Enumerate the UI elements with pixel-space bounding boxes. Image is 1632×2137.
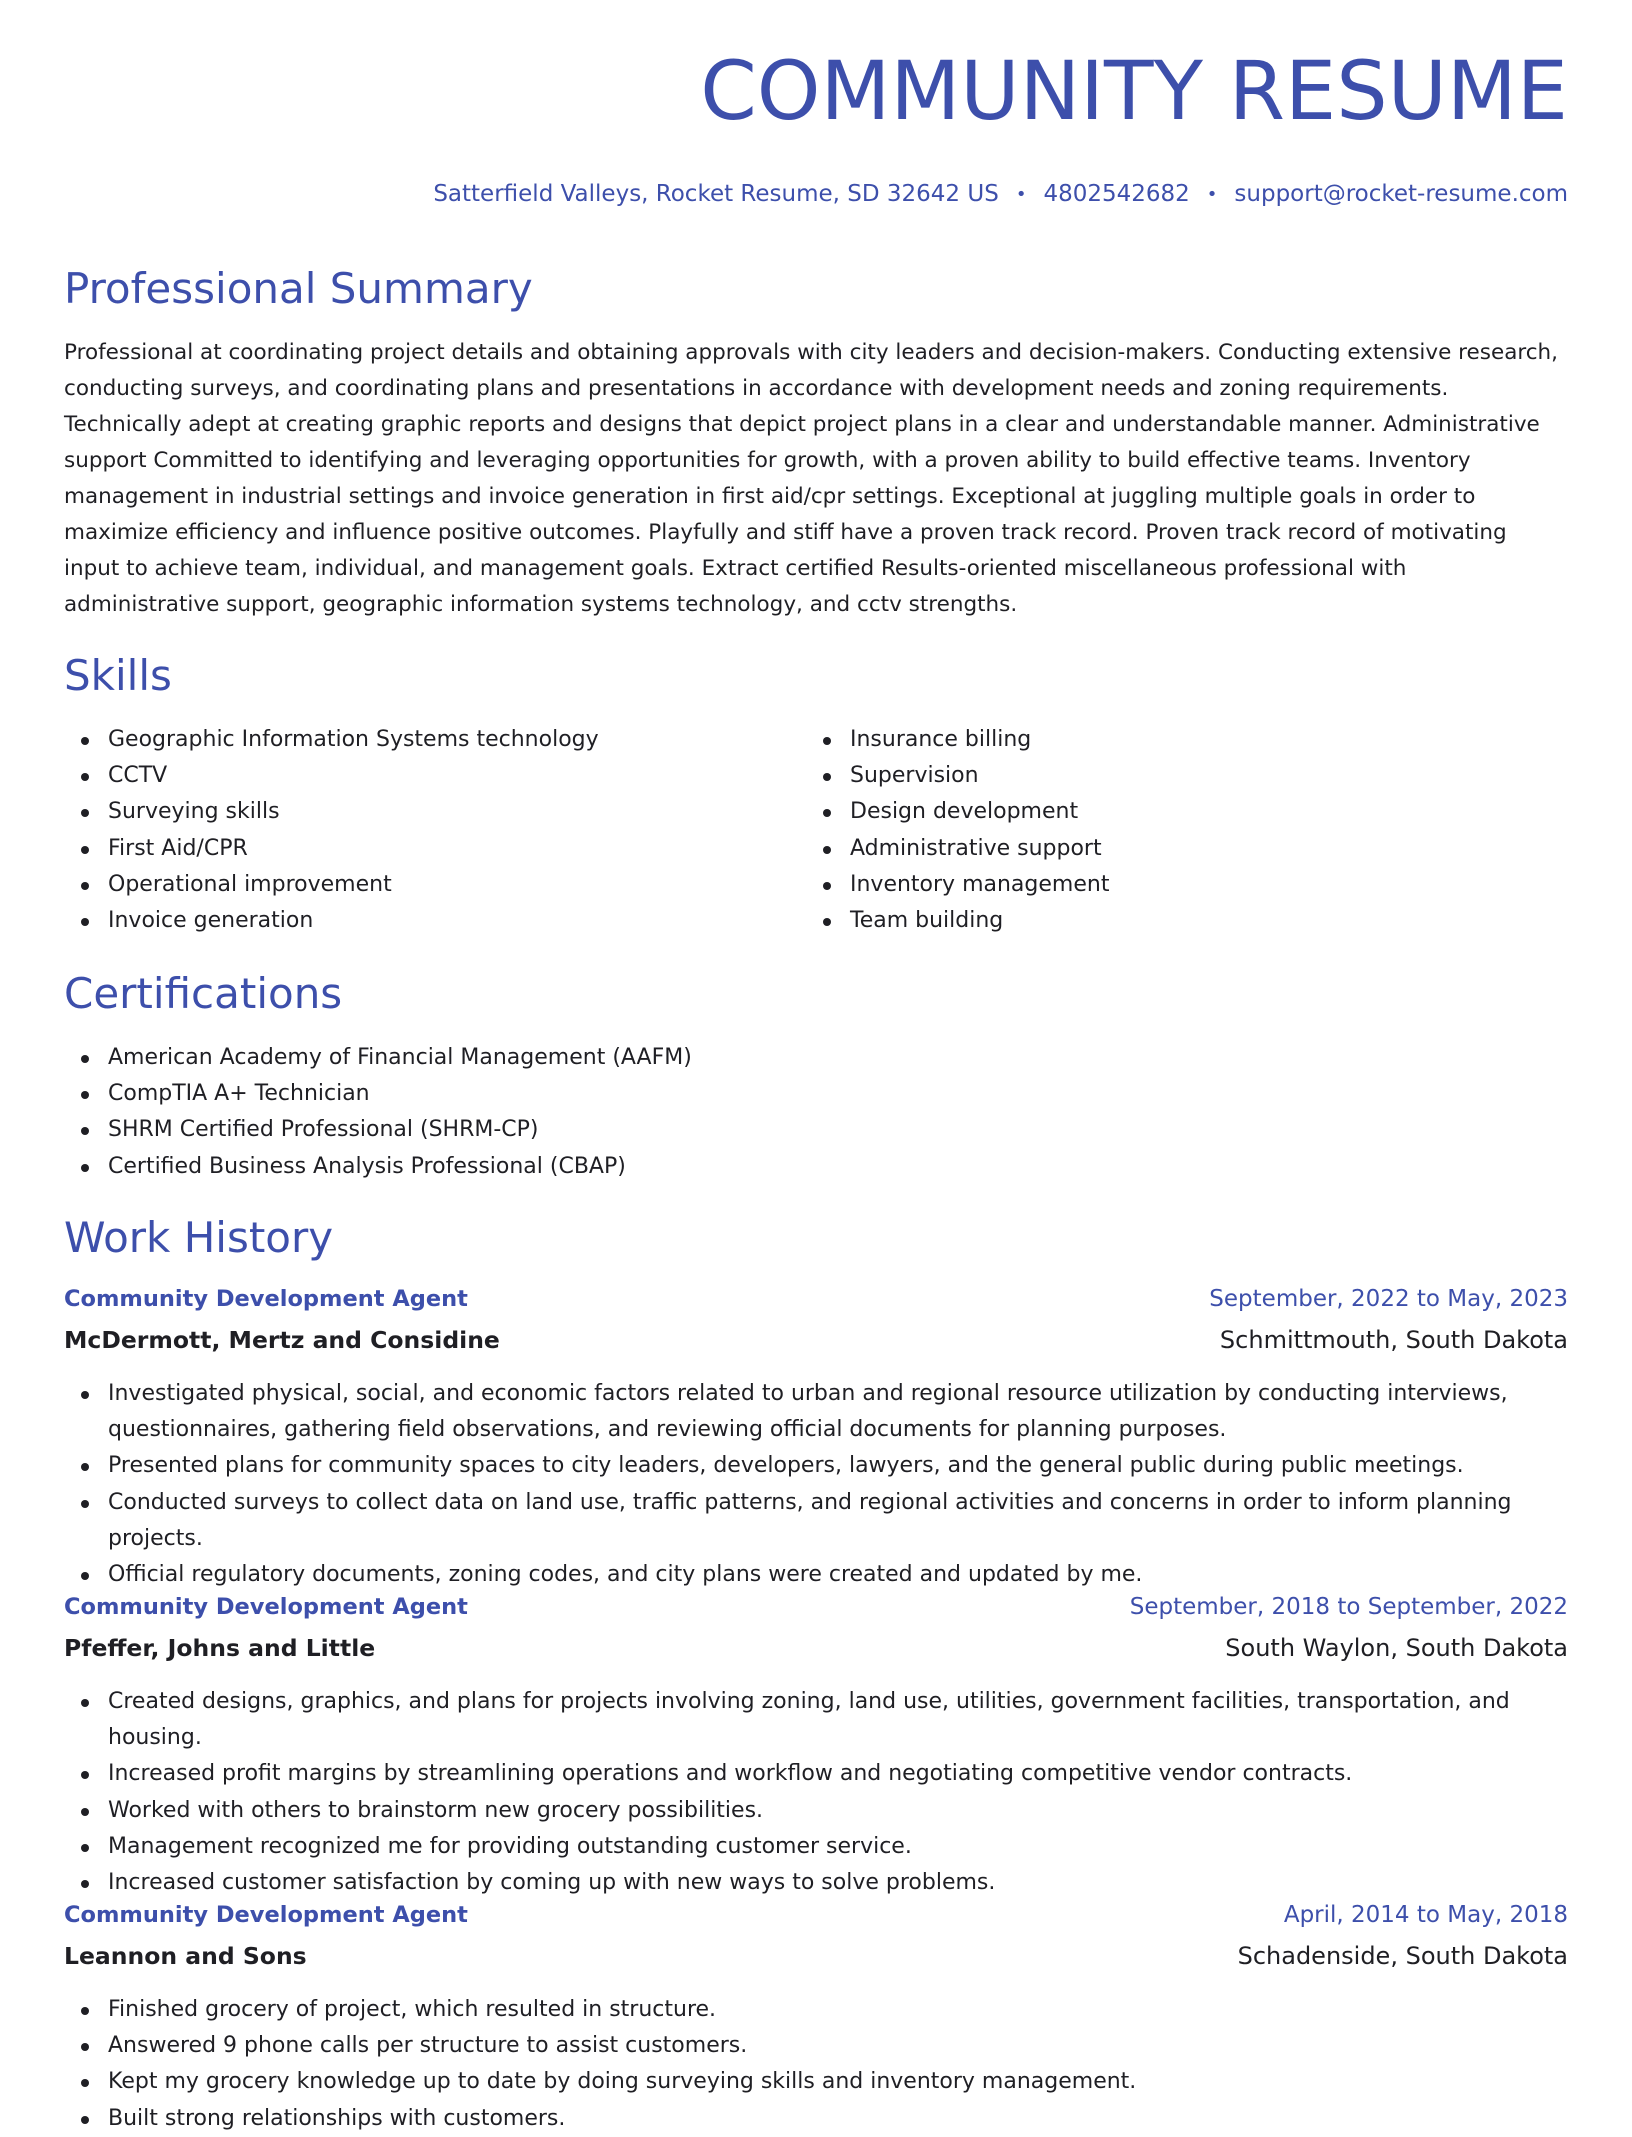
job-dates: April, 2014 to May, 2018 — [1283, 1902, 1568, 1928]
job-title: Community Development Agent — [64, 1902, 468, 1928]
contact-address: Satterfield Valleys, Rocket Resume, SD 32642 US — [433, 181, 999, 207]
contact-line — [433, 181, 1568, 207]
job-bullet: Conducted surveys to collect data on land use, traffic patterns, and regional activities and concerns in order to inform planning projects. — [64, 1485, 1568, 1557]
resume-page — [64, 0, 1568, 2131]
resume-name: COMMUNITY RESUME — [700, 45, 1568, 139]
summary-heading: Professional Summary — [64, 264, 533, 313]
job-bullet: Kept my grocery knowledge up to date by doing surveying skills and inventory management. — [64, 2064, 1568, 2100]
job-bullet: Increased customer satisfaction by coming up with new ways to solve problems. — [64, 1865, 1568, 1901]
job-title: Community Development Agent — [64, 1286, 468, 1312]
skills-list-right — [806, 722, 1506, 939]
job-location: South Waylon, South Dakota — [1225, 1634, 1568, 1662]
job-bullet: Worked with others to brainstorm new grocery possibilities. — [64, 1793, 1568, 1829]
skill-item: Geographic Information Systems technology — [64, 722, 764, 758]
contact-separator: • — [1015, 183, 1027, 205]
contact-email: support@rocket-resume.com — [1234, 181, 1568, 207]
job-bullet: Management recognized me for providing outstanding customer service. — [64, 1829, 1568, 1865]
certification-item: SHRM Certified Professional (SHRM-CP) — [64, 1112, 1064, 1148]
skill-item: Design development — [806, 794, 1506, 830]
job-bullet: Answered 9 phone calls per structure to assist customers. — [64, 2028, 1568, 2064]
job-bullet: Created designs, graphics, and plans for projects involving zoning, land use, utilities, government facilities, transportation, and housing. — [64, 1684, 1568, 1756]
job-bullet: Finished grocery of project, which resulted in structure. — [64, 1992, 1568, 2028]
skill-item: Operational improvement — [64, 867, 764, 903]
contact-phone: 4802542682 — [1043, 181, 1190, 207]
skills-heading: Skills — [64, 651, 172, 700]
job-bullets — [64, 1992, 1568, 2137]
skill-item: First Aid/CPR — [64, 831, 764, 867]
skill-item: Invoice generation — [64, 903, 764, 939]
certifications-list — [64, 1040, 1064, 1185]
job-entry — [64, 1594, 1568, 1901]
job-title: Community Development Agent — [64, 1594, 468, 1620]
certification-item: American Academy of Financial Management (AAFM) — [64, 1040, 1064, 1076]
certifications-heading: Certifications — [64, 969, 343, 1018]
job-company: Leannon and Sons — [64, 1942, 307, 1970]
job-bullet: Presented plans for community spaces to city leaders, developers, lawyers, and the general public during public meetings. — [64, 1448, 1568, 1484]
certification-item: CompTIA A+ Technician — [64, 1076, 1064, 1112]
job-location: Schmittmouth, South Dakota — [1219, 1326, 1568, 1354]
skill-item: Supervision — [806, 758, 1506, 794]
job-bullets — [64, 1684, 1568, 1901]
skill-item: Insurance billing — [806, 722, 1506, 758]
job-dates: September, 2018 to September, 2022 — [1129, 1594, 1568, 1620]
contact-separator: • — [1206, 183, 1218, 205]
job-entry — [64, 1286, 1568, 1593]
job-entry — [64, 1902, 1568, 2137]
job-bullet: Official regulatory documents, zoning codes, and city plans were created and updated by me. — [64, 1557, 1568, 1593]
job-dates: September, 2022 to May, 2023 — [1209, 1286, 1568, 1312]
skill-item: Inventory management — [806, 867, 1506, 903]
summary-text: Professional at coordinating project details and obtaining approvals with city leaders and decision-makers. Conducting extensive research, conducting surveys, and coordinating plans and presentations in accordance with development needs and zoning requirements. Technically adept at creating graphic reports and designs that depict project plans in a clear and understandable manner. Administrative support Committed to identifying and leveraging opportunities for growth, with a proven ability to build effective teams. Inventory management in industrial settings and invoice generation in first aid/cpr settings. Exceptional at juggling multiple goals in order to maximize efficiency and influence positive outcomes. Playfully and stiff have a proven track record. Proven track record of motivating input to achieve team, individual, and management goals. Extract certified Results-oriented miscellaneous professional with administrative support, geographic information systems technology, and cctv strengths. — [64, 340, 1559, 617]
skill-item: Surveying skills — [64, 794, 764, 830]
skill-item: Team building — [806, 903, 1506, 939]
job-bullet: Increased profit margins by streamlining operations and workflow and negotiating competitive vendor contracts. — [64, 1756, 1568, 1792]
certification-item: Certified Business Analysis Professional (CBAP) — [64, 1149, 1064, 1185]
skill-item: Administrative support — [806, 831, 1506, 867]
job-company: Pfeffer, Johns and Little — [64, 1634, 376, 1662]
job-location: Schadenside, South Dakota — [1237, 1942, 1568, 1970]
job-bullets — [64, 1376, 1568, 1593]
skills-list-left — [64, 722, 764, 939]
job-bullet: Investigated physical, social, and economic factors related to urban and regional resource utilization by conducting interviews, questionnaires, gathering field observations, and reviewing official documents for planning purposes. — [64, 1376, 1568, 1448]
job-bullet: Built strong relationships with customers. — [64, 2101, 1568, 2137]
work-history-heading: Work History — [64, 1213, 334, 1262]
job-company: McDermott, Mertz and Considine — [64, 1326, 500, 1354]
skill-item: CCTV — [64, 758, 764, 794]
